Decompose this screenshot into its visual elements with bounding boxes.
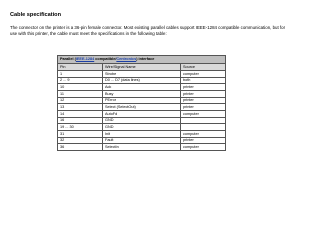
intro-paragraph: The connector on the printer is a 36-pin female connector. Most existing parallel cables support IEEE-1284 compatible communication, but for use with this printer, the cable must meet the specifications in the following table: (10, 25, 286, 36)
table-title (58, 56, 226, 64)
column-header-source: Source (181, 64, 226, 71)
source-cell: computer (181, 144, 226, 151)
table-row (58, 84, 226, 91)
signal-cell: Init (103, 131, 181, 138)
table-row (58, 137, 226, 144)
pin-cell: 1 (58, 70, 103, 77)
table-title-suffix: ) interface (136, 57, 155, 62)
table-row (58, 104, 226, 111)
source-cell (181, 117, 226, 124)
source-cell: printer (181, 97, 226, 104)
pin-cell: 19 ... 30 (58, 124, 103, 131)
signal-cell: Ack (103, 84, 181, 91)
signal-cell: Strobe (103, 70, 181, 77)
signal-cell: D0 ... D7 (data lines) (103, 77, 181, 84)
source-cell: printer (181, 84, 226, 91)
centronics-link[interactable]: Centronics (116, 57, 137, 62)
source-cell: computer (181, 110, 226, 117)
pin-cell: 36 (58, 144, 103, 151)
table-title-prefix: Parallel ( (60, 57, 76, 62)
table-row (58, 77, 226, 84)
signal-cell: PError (103, 97, 181, 104)
signal-cell: Select (SelectOut) (103, 104, 181, 111)
signal-cell: SelectIn (103, 144, 181, 151)
column-header-pin: Pin (58, 64, 103, 71)
pin-cell: 2 ... 9 (58, 77, 103, 84)
table-row (58, 110, 226, 117)
table-row (58, 117, 226, 124)
pin-cell: 12 (58, 97, 103, 104)
signal-cell: AutoFd (103, 110, 181, 117)
source-cell: both (181, 77, 226, 84)
column-header-signal: Wire/Signal Name (103, 64, 181, 71)
source-cell: printer (181, 137, 226, 144)
signal-cell: Busy (103, 90, 181, 97)
pin-cell: 11 (58, 90, 103, 97)
table-row (58, 97, 226, 104)
source-cell: computer (181, 131, 226, 138)
source-cell: computer (181, 70, 226, 77)
source-cell: printer (181, 104, 226, 111)
page-title: Cable specification (10, 12, 61, 18)
source-cell: printer (181, 90, 226, 97)
table-row (58, 124, 226, 131)
table-row (58, 70, 226, 77)
pin-cell: 16 (58, 117, 103, 124)
signal-cell: GND (103, 124, 181, 131)
ieee-1284-link[interactable]: IEEE-1284 (75, 57, 95, 62)
table-title-middle: compatible/ (94, 57, 117, 62)
cable-spec-table (57, 55, 226, 151)
pin-cell: 13 (58, 104, 103, 111)
signal-cell: GND (103, 117, 181, 124)
signal-cell: Fault (103, 137, 181, 144)
table-row (58, 90, 226, 97)
pin-cell: 31 (58, 131, 103, 138)
pin-cell: 32 (58, 137, 103, 144)
source-cell (181, 124, 226, 131)
table-row (58, 131, 226, 138)
pin-cell: 14 (58, 110, 103, 117)
table-row (58, 144, 226, 151)
pin-cell: 10 (58, 84, 103, 91)
